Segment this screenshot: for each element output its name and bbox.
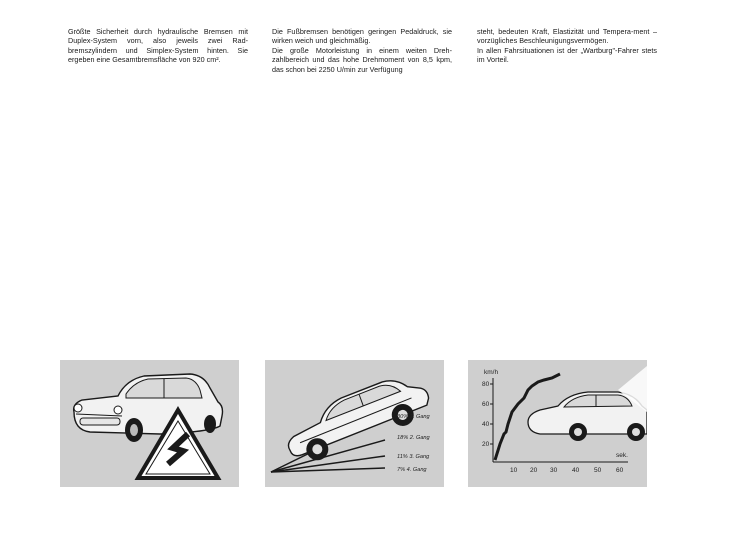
y-tick-80: 80 <box>482 381 490 388</box>
y-tick-60: 60 <box>482 401 490 408</box>
x-tick-20: 20 <box>530 467 538 474</box>
x-tick-50: 50 <box>594 467 602 474</box>
gear-label-2: 18% 2. Gang <box>397 435 430 441</box>
y-axis-unit: km/h <box>484 369 499 376</box>
paragraph: Die Fußbremsen benötigen geringen Pedaldruck, sie wirken weich und gleichmäßig. <box>272 27 452 46</box>
text-column-brakes <box>68 27 248 65</box>
illustration-gradient-climb <box>265 360 444 487</box>
paragraph: In allen Fahrsituationen ist der „Wartburg"-Fahrer stets im Vorteil. <box>477 45 657 65</box>
y-tick-20: 20 <box>482 441 490 448</box>
x-tick-10: 10 <box>510 467 518 474</box>
car-front-drawing <box>74 374 223 442</box>
gear-label-4: 7% 4. Gang <box>397 467 427 473</box>
x-tick-60: 60 <box>616 467 624 474</box>
paragraph: Größte Sicherheit durch hydraulische Bremsen mit Duplex-System vorn, also jeweils zwei Rad-bremszylindern und Simplex-System hinten. Sie ergeben eine Gesamtbremsfläche von 920 cm². <box>68 27 248 65</box>
gradient-climb-illustration <box>265 360 444 487</box>
x-tick-40: 40 <box>572 467 580 474</box>
car-side-drawing <box>528 392 647 441</box>
illustration-curve-warning <box>60 360 239 487</box>
gear-label-1: 30% 1. Gang <box>397 414 430 420</box>
illustration-acceleration <box>468 360 647 487</box>
paragraph: Die große Motorleistung in einem weiten Dreh-zahlbereich und das hohe Drehmoment von 8,5 kpm, das schon bei 2250 U/min zur Verfügung <box>272 45 452 74</box>
paragraph: steht, bedeuten Kraft, Elastizität und Tempera-ment – vorzügliches Beschleunigungsvermögen. <box>477 27 657 46</box>
x-tick-30: 30 <box>550 467 558 474</box>
car-with-curve-sign-illustration <box>60 360 239 487</box>
text-column-engine <box>272 27 452 74</box>
gear-label-3: 11% 3. Gang <box>397 454 430 460</box>
x-axis-unit: sek. <box>616 452 628 459</box>
acceleration-chart-illustration <box>468 360 647 487</box>
text-column-performance <box>477 27 657 65</box>
y-tick-40: 40 <box>482 421 490 428</box>
